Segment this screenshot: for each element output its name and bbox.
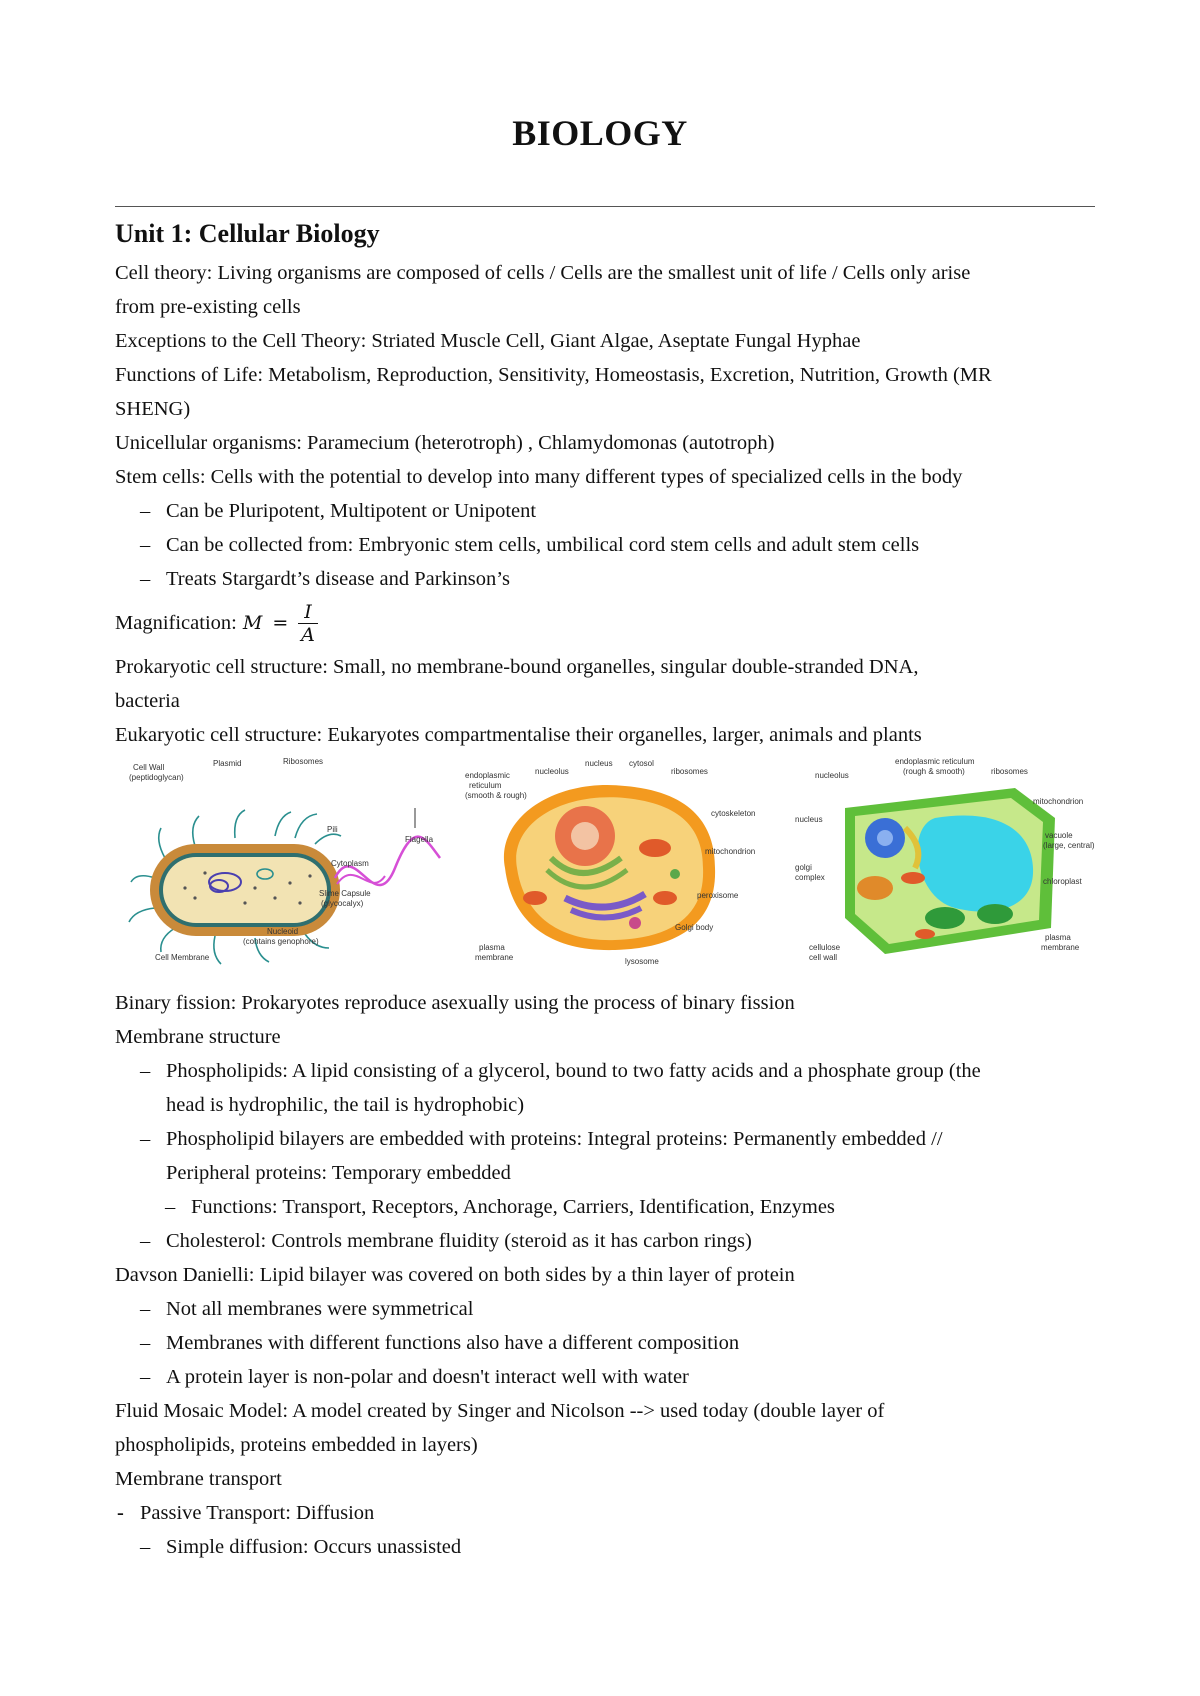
label-cell-wall: Cell Wall bbox=[133, 763, 165, 772]
label-membrane: membrane bbox=[475, 953, 514, 962]
label-nucleolus: nucleolus bbox=[815, 771, 849, 780]
label-glycocalyx: (glycocalyx) bbox=[321, 899, 364, 908]
label-genophore: (contains genophore) bbox=[243, 937, 319, 946]
cell-theory-line-1: Cell theory: Living organisms are composed of cells / Cells are the smallest unit of life / Cells only arise bbox=[115, 262, 971, 284]
formula-variable: M bbox=[242, 612, 263, 634]
binary-fission-line: Binary fission: Prokaryotes reproduce asexually using the process of binary fission bbox=[115, 992, 795, 1014]
title-divider bbox=[115, 206, 1095, 207]
label-cell-wall: cell wall bbox=[809, 953, 838, 962]
functions-line-2: SHENG) bbox=[115, 398, 191, 420]
eukaryotic-line: Eukaryotic cell structure: Eukaryotes compartmentalise their organelles, larger, animals and plants bbox=[115, 724, 922, 746]
label-plasmid: Plasmid bbox=[213, 759, 242, 768]
unicellular-line: Unicellular organisms: Paramecium (heterotroph) , Chlamydomonas (autotroph) bbox=[115, 432, 775, 454]
list-item bbox=[115, 1054, 1095, 1122]
label-ribosomes: ribosomes bbox=[671, 767, 708, 776]
label-mitochondrion: mitochondrion bbox=[1033, 797, 1084, 806]
list-item: – Simple diffusion: Occurs unassisted bbox=[115, 1530, 1095, 1564]
cell-diagrams bbox=[115, 758, 1095, 976]
label-nucleolus: nucleolus bbox=[535, 767, 569, 776]
label-ribosomes: ribosomes bbox=[991, 767, 1028, 776]
label-complex: complex bbox=[795, 873, 825, 882]
label-nucleus: nucleus bbox=[585, 759, 613, 768]
prokaryotic-line-1: Prokaryotic cell structure: Small, no membrane-bound organelles, singular double-stranded DNA, bbox=[115, 656, 919, 678]
bilayer-line-1: Phospholipid bilayers are embedded with proteins: Integral proteins: Permanently embedded // bbox=[166, 1128, 943, 1150]
bilayer-line-2: Peripheral proteins: Temporary embedded bbox=[166, 1162, 511, 1184]
list-item: – Can be Pluripotent, Multipotent or Unipotent bbox=[115, 494, 1095, 528]
list-item: – Functions: Transport, Receptors, Anchorage, Carriers, Identification, Enzymes bbox=[115, 1190, 1095, 1224]
label-pili: Pili bbox=[327, 825, 338, 834]
label-reticulum: reticulum bbox=[469, 781, 502, 790]
membrane-transport-heading: Membrane transport bbox=[115, 1468, 282, 1490]
formula-fraction bbox=[298, 601, 318, 646]
list-item: – Treats Stargardt’s disease and Parkinson’s bbox=[115, 562, 1095, 596]
label-mitochondrion: mitochondrion bbox=[705, 847, 756, 856]
list-item: – Can be collected from: Embryonic stem cells, umbilical cord stem cells and adult stem cells bbox=[115, 528, 1095, 562]
label-golgi: golgi bbox=[795, 863, 812, 872]
magnification-label: Magnification: bbox=[115, 611, 237, 634]
davson-danielli-line: Davson Danielli: Lipid bilayer was covered on both sides by a thin layer of protein bbox=[115, 1264, 795, 1286]
list-item: – Cholesterol: Controls membrane fluidity (steroid as it has carbon rings) bbox=[115, 1224, 1095, 1258]
list-item: – Not all membranes were symmetrical bbox=[115, 1292, 1095, 1326]
label-cytoskeleton: cytoskeleton bbox=[711, 809, 756, 818]
label-flagella: Flagella bbox=[405, 835, 434, 844]
label-plasma: plasma bbox=[1045, 933, 1071, 942]
document-body bbox=[115, 214, 1095, 1564]
label-cellulose: cellulose bbox=[809, 943, 841, 952]
plant-golgi bbox=[857, 876, 893, 900]
label-cytoplasm: Cytoplasm bbox=[331, 859, 369, 868]
fraction-numerator: I bbox=[298, 601, 318, 624]
document-title: BIOLOGY bbox=[512, 113, 688, 153]
label-golgi-body: Golgi body bbox=[675, 923, 714, 932]
label-peptidoglycan: (peptidoglycan) bbox=[129, 773, 184, 782]
label-large-central: (large, central) bbox=[1043, 841, 1095, 850]
label-slime-capsule: Slime Capsule bbox=[319, 889, 371, 898]
label-plasma: plasma bbox=[479, 943, 505, 952]
magnification-formula bbox=[115, 596, 1095, 650]
phospholipids-line-2: head is hydrophilic, the tail is hydrophobic) bbox=[166, 1094, 525, 1116]
label-nucleoid: Nucleoid bbox=[267, 927, 299, 936]
cell-theory-line-2: from pre-existing cells bbox=[115, 296, 301, 318]
unit-heading: Unit 1: Cellular Biology bbox=[115, 219, 380, 248]
label-nucleus: nucleus bbox=[795, 815, 823, 824]
formula-equals: = bbox=[272, 612, 289, 634]
stem-cells-line: Stem cells: Cells with the potential to develop into many different types of specialized cells in the body bbox=[115, 466, 963, 488]
prokaryote-diagram bbox=[115, 758, 445, 976]
list-item: – Membranes with different functions also have a different composition bbox=[115, 1326, 1095, 1360]
label-peroxisome: peroxisome bbox=[697, 891, 739, 900]
label-smooth-rough: (smooth & rough) bbox=[465, 791, 527, 800]
label-ribosomes: Ribosomes bbox=[283, 758, 324, 766]
chloroplast-2 bbox=[977, 904, 1013, 924]
list-item bbox=[115, 1122, 1095, 1190]
list-item: – A protein layer is non-polar and doesn't interact well with water bbox=[115, 1360, 1095, 1394]
membrane-structure-heading: Membrane structure bbox=[115, 1026, 281, 1048]
label-cell-membrane: Cell Membrane bbox=[155, 953, 210, 962]
animal-cell-diagram bbox=[465, 758, 775, 976]
plant-cell-diagram bbox=[795, 758, 1095, 976]
label-lysosome: lysosome bbox=[625, 957, 659, 966]
phospholipids-line-1: Phospholipids: A lipid consisting of a glycerol, bound to two fatty acids and a phosphate group (the bbox=[166, 1060, 981, 1082]
prokaryote-cytoplasm bbox=[163, 857, 327, 923]
prokaryotic-line-2: bacteria bbox=[115, 690, 180, 712]
exceptions-line: Exceptions to the Cell Theory: Striated Muscle Cell, Giant Algae, Aseptate Fungal Hyphae bbox=[115, 330, 861, 352]
functions-line-1: Functions of Life: Metabolism, Reproduction, Sensitivity, Homeostasis, Excretion, Nutrition, Growth (MR bbox=[115, 364, 992, 386]
fluid-mosaic-line-2: phospholipids, proteins embedded in layers) bbox=[115, 1434, 478, 1456]
label-chloroplast: chloroplast bbox=[1043, 877, 1082, 886]
list-item: - Passive Transport: Diffusion bbox=[115, 1496, 1095, 1530]
chloroplast-1 bbox=[925, 907, 965, 929]
fraction-denominator: A bbox=[301, 623, 315, 646]
membrane-structure-list bbox=[115, 1054, 1095, 1258]
label-cytosol: cytosol bbox=[629, 759, 654, 768]
stem-cells-list bbox=[115, 494, 1095, 596]
label-er: endoplasmic bbox=[465, 771, 510, 780]
fluid-mosaic-line-1: Fluid Mosaic Model: A model created by Singer and Nicolson --> used today (double layer of bbox=[115, 1400, 885, 1422]
davson-list bbox=[115, 1292, 1095, 1394]
label-rough-smooth: (rough & smooth) bbox=[903, 767, 965, 776]
label-er: endoplasmic reticulum bbox=[895, 758, 975, 766]
label-vacuole: vacuole bbox=[1045, 831, 1073, 840]
label-membrane: membrane bbox=[1041, 943, 1080, 952]
membrane-transport-list bbox=[115, 1496, 1095, 1564]
